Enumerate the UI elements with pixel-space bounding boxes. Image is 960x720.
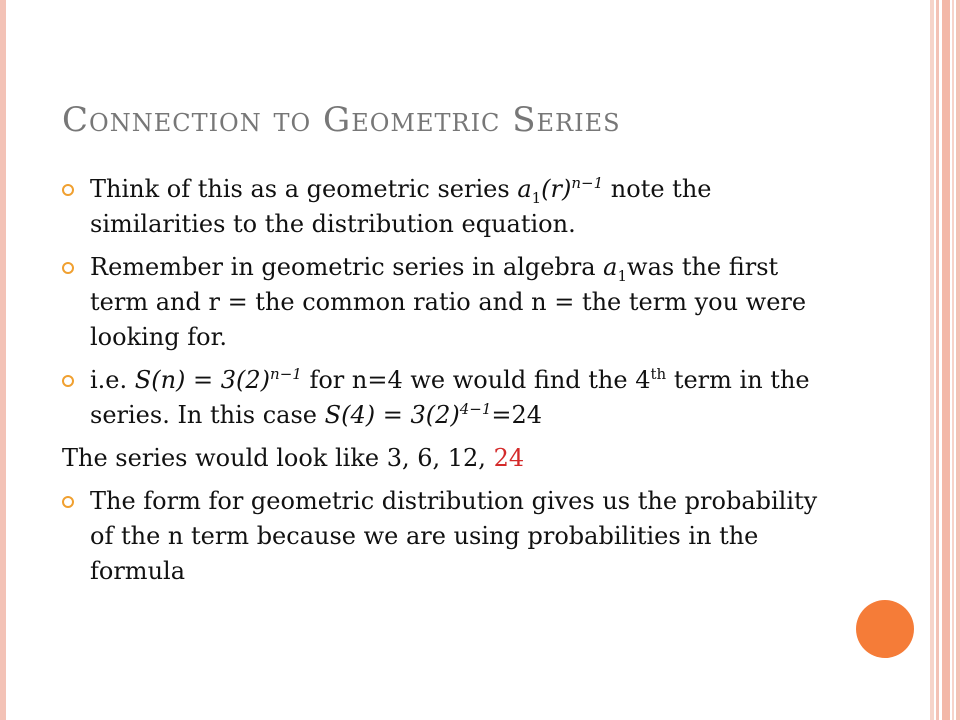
bullet-geometric-series: Think of this as a geometric series $a_1(r)^{n-1}$ note the similarities to the distribution equation. bbox=[62, 172, 832, 242]
right-decorative-stripes bbox=[930, 0, 960, 720]
bullet-example: i.e. $S(n) = 3(2)^{n-1}$ for n=4 we would find the 4th term in the series. In this case $S(4) = 3(2)^{4-1}=24$ bbox=[62, 363, 832, 433]
bullet-icon bbox=[62, 262, 74, 274]
bullet-form: The form for geometric distribution gives us the probability of the n term because we are using probabilities in the formula bbox=[62, 484, 832, 589]
series-line: The series would look like 3, 6, 12, 24 bbox=[62, 444, 525, 472]
bullet-icon bbox=[62, 184, 74, 196]
highlight-24: 24 bbox=[493, 444, 525, 472]
orange-circle-decoration bbox=[856, 600, 914, 658]
bullet-icon bbox=[62, 375, 74, 387]
bullet-remember: Remember in geometric series in algebra $a_1was$ the first term and r = the common ratio and n = the term you were looking for. bbox=[62, 250, 832, 355]
slide-content bbox=[62, 172, 832, 597]
slide-title: Connection to Geometric Series bbox=[62, 100, 621, 140]
bullet-icon bbox=[62, 496, 74, 508]
left-border bbox=[0, 0, 6, 720]
